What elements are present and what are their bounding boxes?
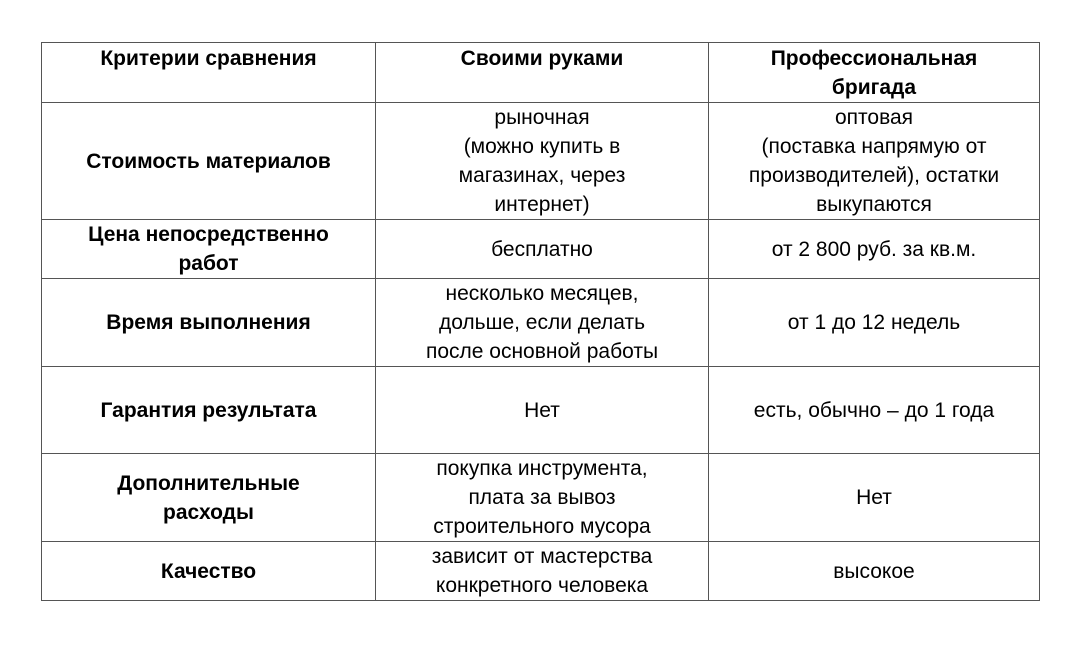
row-pro-value: от 2 800 руб. за кв.м.	[709, 220, 1040, 279]
row-criterion: Качество	[42, 542, 376, 601]
row-pro-value: есть, обычно – до 1 года	[709, 367, 1040, 454]
table-row	[42, 103, 1040, 220]
table-row	[42, 220, 1040, 279]
row-diy-value: зависит от мастерства конкретного человека	[376, 542, 709, 601]
row-pro-value: Нет	[709, 454, 1040, 542]
row-diy-value: рыночная (можно купить в магазинах, через интернет)	[376, 103, 709, 220]
row-diy-value: Нет	[376, 367, 709, 454]
header-criteria: Критерии сравнения	[42, 43, 376, 103]
comparison-table	[41, 42, 1040, 601]
table-row	[42, 542, 1040, 601]
row-diy-value: несколько месяцев, дольше, если делать после основной работы	[376, 279, 709, 367]
row-criterion: Стоимость материалов	[42, 103, 376, 220]
header-diy: Своими руками	[376, 43, 709, 103]
row-pro-value: высокое	[709, 542, 1040, 601]
row-criterion: Дополнительные расходы	[42, 454, 376, 542]
header-professional: Профессиональная бригада	[709, 43, 1040, 103]
row-pro-value: оптовая (поставка напрямую от производителей), остатки выкупаются	[709, 103, 1040, 220]
table-row	[42, 454, 1040, 542]
row-criterion: Гарантия результата	[42, 367, 376, 454]
row-pro-value: от 1 до 12 недель	[709, 279, 1040, 367]
row-diy-value: покупка инструмента, плата за вывоз строительного мусора	[376, 454, 709, 542]
table-row	[42, 367, 1040, 454]
row-diy-value: бесплатно	[376, 220, 709, 279]
row-criterion: Время выполнения	[42, 279, 376, 367]
row-criterion: Цена непосредственно работ	[42, 220, 376, 279]
table-row	[42, 279, 1040, 367]
table-header-row	[42, 43, 1040, 103]
